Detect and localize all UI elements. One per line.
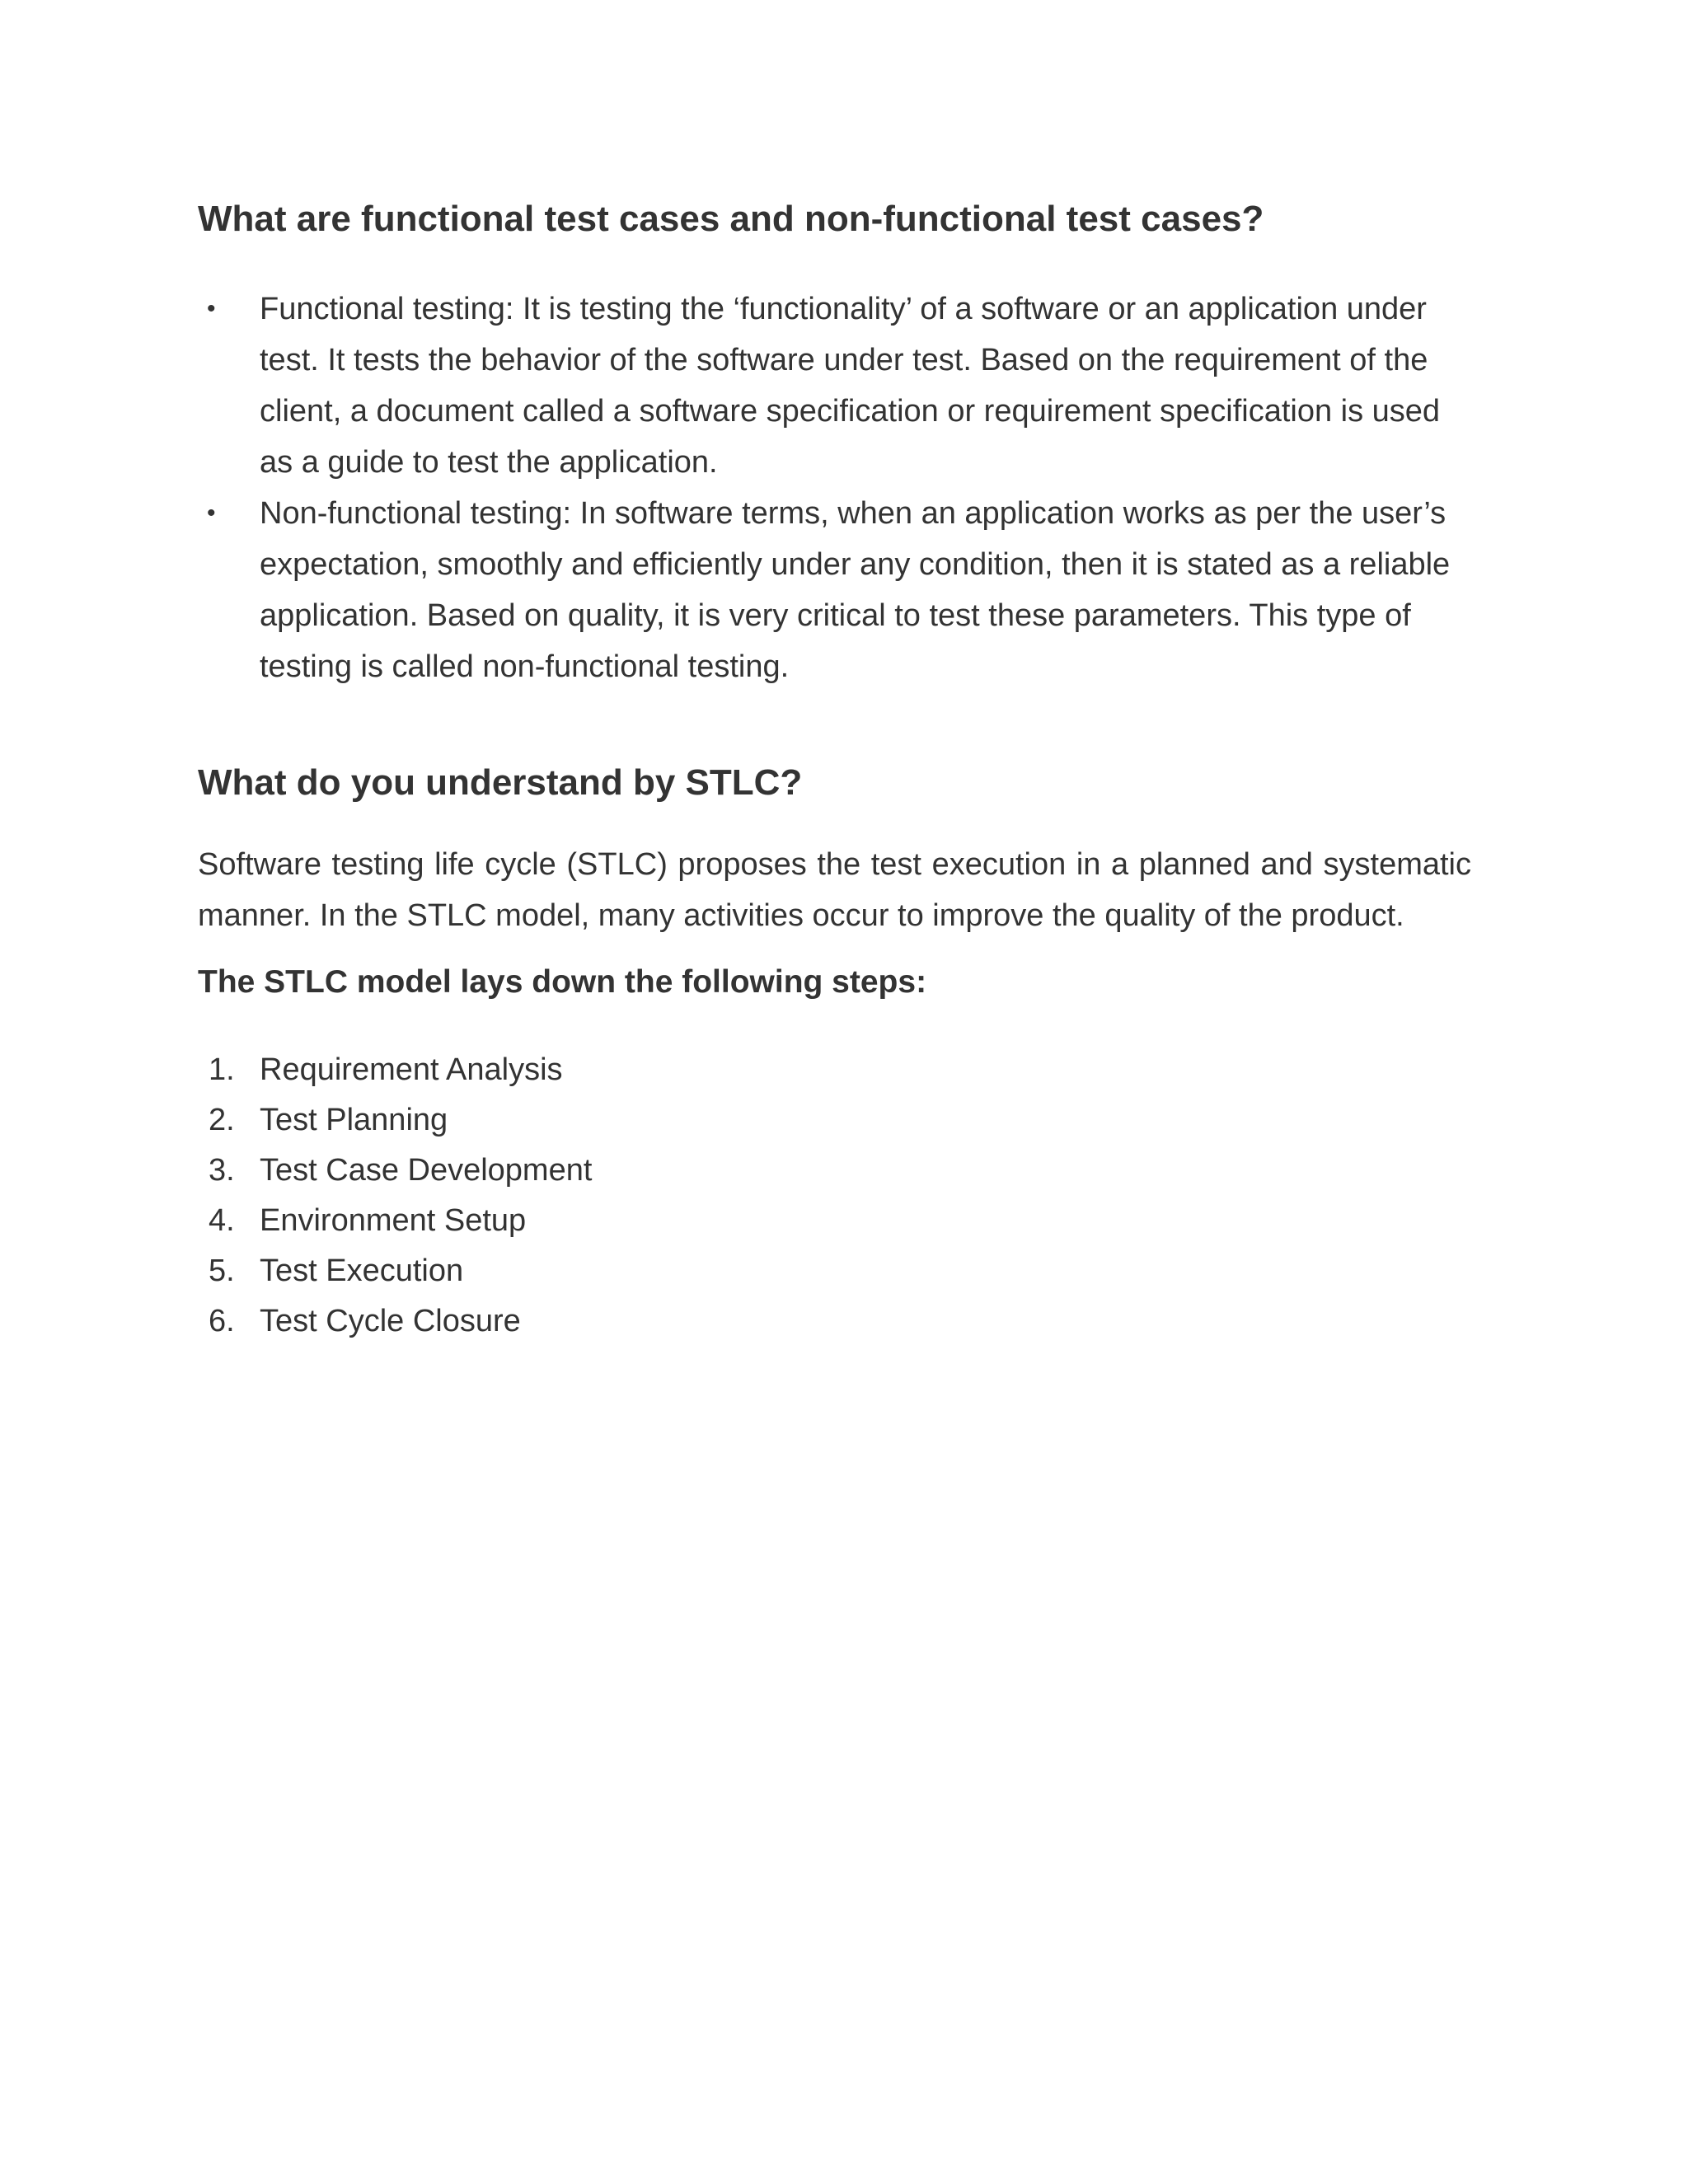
section-heading-functional-tests: What are functional test cases and non-functional test cases? bbox=[198, 199, 1264, 239]
step-text: Environment Setup bbox=[260, 1203, 527, 1238]
bullet-text: Functional testing: It is testing the ‘functionality’ of a software or an application under test. It tests the behavior of the software under test. Based on the requirement of the client, a document called a software specification or requirement specification is used as a guide to test the application. bbox=[260, 292, 1441, 480]
step-text: Test Cycle Closure bbox=[260, 1304, 521, 1338]
stlc-paragraph: Software testing life cycle (STLC) proposes the test execution in a planned and systematic manner. In the STLC model, many activities occur to improve the quality of the product. bbox=[198, 847, 1471, 933]
step-number: 5. bbox=[209, 1254, 235, 1288]
stlc-steps-subheading: The STLC model lays down the following steps: bbox=[198, 964, 927, 1000]
step-text: Test Case Development bbox=[260, 1153, 593, 1188]
step-text: Requirement Analysis bbox=[260, 1052, 563, 1087]
list-item bbox=[198, 1196, 1471, 1246]
functional-testing-bullet-list bbox=[198, 284, 1471, 692]
step-number: 2. bbox=[209, 1103, 235, 1137]
bullet-text: Non-functional testing: In software terms, when an application works as per the user’s expectation, smoothly and efficiently under any condition, then it is stated as a reliable application. Based on quality, it is very critical to test these parameters. This type of testing is called non-functional testing. bbox=[260, 496, 1451, 684]
bullet-item-non-functional-testing bbox=[198, 488, 1471, 692]
list-item bbox=[198, 1296, 1471, 1347]
step-number: 3. bbox=[209, 1153, 235, 1188]
step-text: Test Planning bbox=[260, 1103, 448, 1137]
list-item bbox=[198, 1246, 1471, 1296]
bullet-marker: • bbox=[207, 295, 216, 322]
document-page bbox=[198, 196, 1471, 1347]
step-text: Test Execution bbox=[260, 1254, 464, 1288]
stlc-steps-list bbox=[198, 1045, 1471, 1347]
bullet-marker: • bbox=[207, 499, 216, 527]
step-number: 1. bbox=[209, 1052, 235, 1087]
bullet-item-functional-testing bbox=[198, 284, 1471, 488]
list-item bbox=[198, 1146, 1471, 1196]
section-heading-stlc: What do you understand by STLC? bbox=[198, 762, 803, 803]
step-number: 6. bbox=[209, 1304, 235, 1338]
step-number: 4. bbox=[209, 1203, 235, 1238]
list-item bbox=[198, 1045, 1471, 1095]
list-item bbox=[198, 1095, 1471, 1146]
